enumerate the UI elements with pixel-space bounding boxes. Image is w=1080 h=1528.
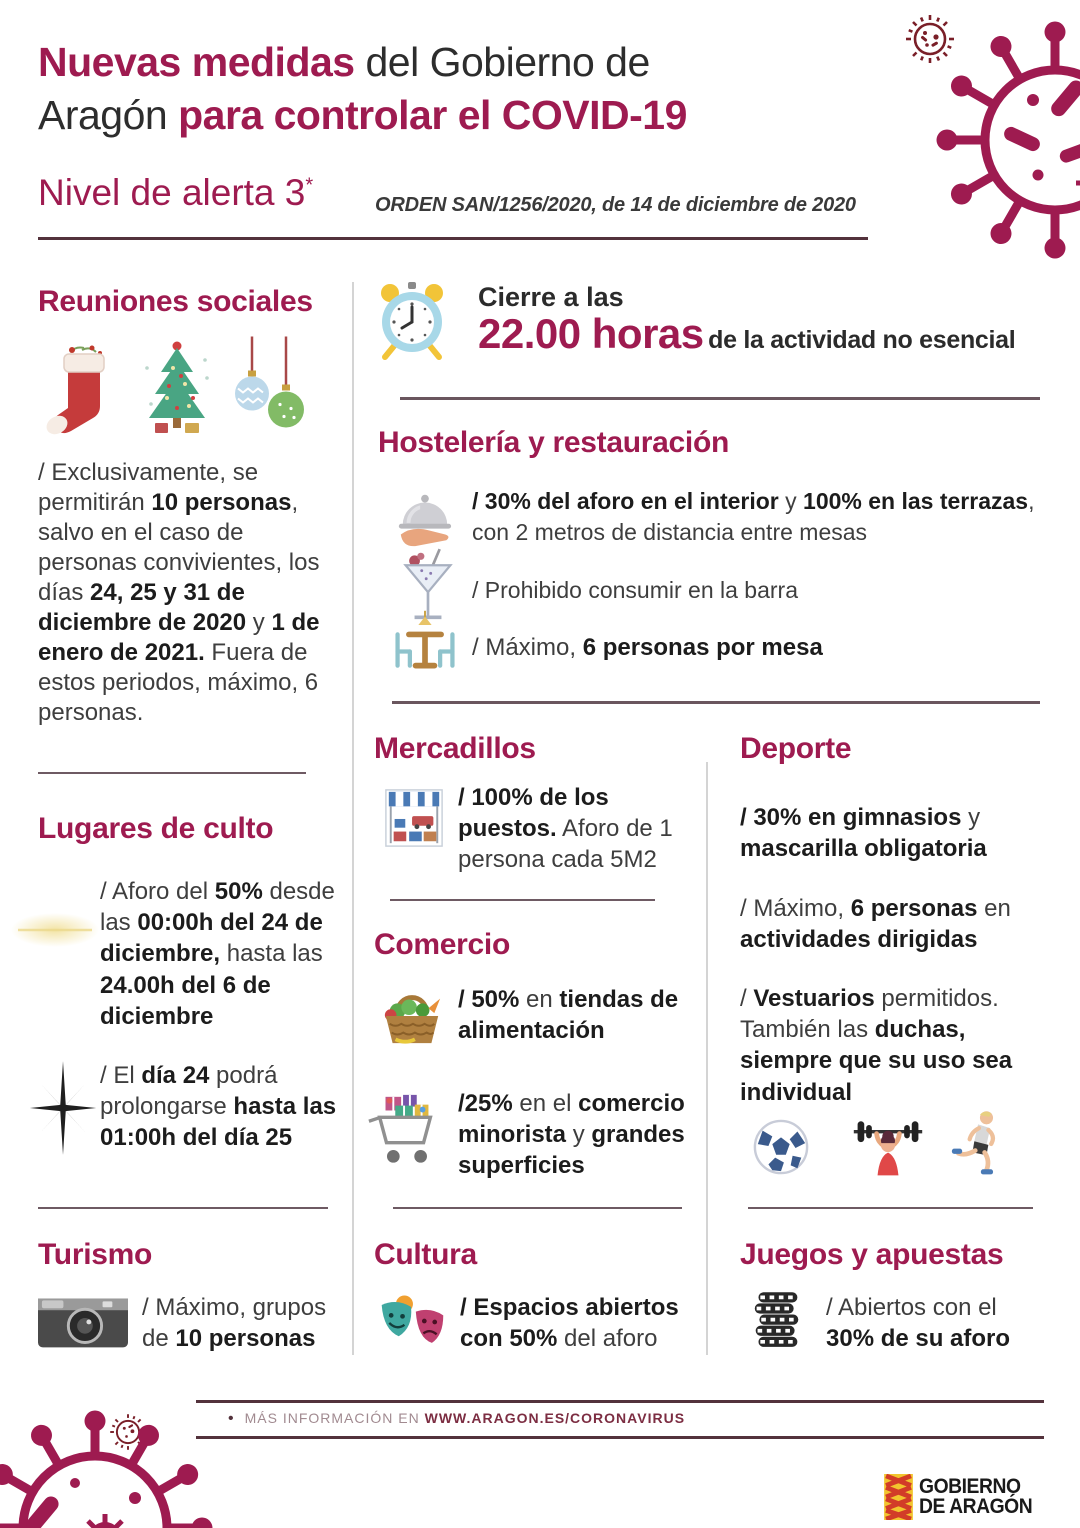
alert-asterisk: * [305,174,314,197]
hosteleria-item-3-text: / Máximo, 6 personas por mesa [472,634,823,661]
cloche-icon [393,488,455,548]
alarm-clock-icon [372,278,452,362]
aragon-flag-icon [884,1474,913,1520]
culto-item-1-text: / Aforo del 50% desde las 00:00h del 24 de diciembre, hasta las 24.00h del 6 de diciembre [100,878,335,1030]
runner-icon [950,1108,1008,1180]
comercio-item-1-text: / 50% en tiendas de alimentación [458,986,679,1045]
juegos-divider [748,1207,1033,1209]
food-basket-icon [380,986,444,1048]
deporte-item-1-text: / 30% en gimnasios y mascarilla obligatoria [740,804,987,863]
footer-rule-bottom [196,1436,1044,1439]
candle-glow-icon [10,905,100,955]
table-chairs-icon [390,610,460,674]
footer-info [228,1410,685,1428]
deporte-title: Deporte [740,732,852,765]
culto-item-2-text: / El día 24 podrá prolongarse hasta las 01:00h del día 25 [100,1062,337,1152]
weightlifter-icon [850,1112,926,1178]
turismo-divider [38,1207,328,1209]
comercio-title: Comercio [374,928,510,961]
hosteleria-item-2-text: / Prohibido consumir en la barra [472,577,798,603]
closure-time: 22.00 horas [478,310,704,357]
aragon-logo [884,1474,1042,1520]
ornaments-icon [228,336,308,442]
juegos-item-text: / Abiertos con el 30% de su aforo [826,1294,1011,1353]
column-divider-left [352,282,354,1355]
cultura-item-text: / Espacios abiertos con 50% del aforo [460,1294,679,1353]
deporte-item-3-text: / Vestuarios permitidos. También las duchas, siempre que su uso sea individual [740,985,1013,1106]
hosteleria-title: Hostelería y restauración [378,426,729,459]
closure-divider [400,397,1040,400]
virus-large-top-icon [930,15,1080,265]
soccer-ball-icon [752,1118,810,1176]
deporte-item-2-text: / Máximo, 6 personas en actividades dirigidas [740,895,1011,954]
page-title [38,36,818,143]
hosteleria-item-1-text: / 30% del aforo en el interior y 100% en las terrazas, con 2 metros de distancia entre mesas [472,488,1035,546]
virus-large-bottom-icon [0,1408,225,1528]
culto-title: Lugares de culto [38,812,274,845]
logo-line2: DE ARAGÓN [919,1495,1033,1518]
market-stall-icon [383,786,445,850]
shopping-cart-icon [366,1090,446,1170]
footer-info-prefix: MÁS INFORMACIÓN EN [244,1410,425,1426]
footer-bullet: • [228,1410,235,1427]
alert-level: Nivel de alerta 3* [38,172,314,213]
cultura-title: Cultura [374,1238,477,1271]
column-divider-right [706,762,708,1355]
reuniones-text: / Exclusivamente, se permitirán 10 personas, salvo en el caso de personas convivientes, los días 24, 25 y 31 de diciembre de 2020 y 1 de enero de 2021. Fuera de estos periodos, máximo, 6 personas. [38,459,320,726]
juegos-title: Juegos y apuestas [740,1238,1004,1271]
poker-chips-icon [752,1288,802,1354]
mercadillos-divider [390,899,655,901]
turismo-item-text: / Máximo, grupos de 10 personas [142,1294,327,1353]
closure-intro: Cierre a las [478,282,624,312]
camera-icon [38,1288,128,1352]
cultura-divider [393,1207,682,1209]
comercio-item-2-text: /25% en el comercio minorista y grandes superficies [458,1090,685,1180]
mercadillos-item-text: / 100% de los puestos. Aforo de 1 persona cada 5M2 [458,784,673,874]
star-icon [22,1058,104,1158]
page-title-line1: Nuevas medidas del Gobierno de [38,39,650,85]
mercadillos-title: Mercadillos [374,732,536,765]
logo-line1: GOBIERNO [919,1475,1021,1499]
page-title-line2: Aragón para controlar el COVID-19 [38,92,687,139]
closure-line [478,310,1015,358]
stocking-icon [42,338,122,442]
turismo-title: Turismo [38,1238,153,1271]
hosteleria-divider [392,701,1040,704]
closure-detail: de la actividad no esencial [708,326,1016,354]
reuniones-title: Reuniones sociales [38,285,313,318]
header-rule [38,237,868,240]
footer-rule-top [196,1400,1044,1403]
footer-info-url: WWW.ARAGON.ES/CORONAVIRUS [424,1410,686,1426]
christmas-tree-icon [135,334,219,442]
theater-masks-icon [376,1290,448,1354]
order-reference: ORDEN SAN/1256/2020, de 14 de diciembre de 2020 [375,194,856,216]
reuniones-divider [38,772,306,774]
